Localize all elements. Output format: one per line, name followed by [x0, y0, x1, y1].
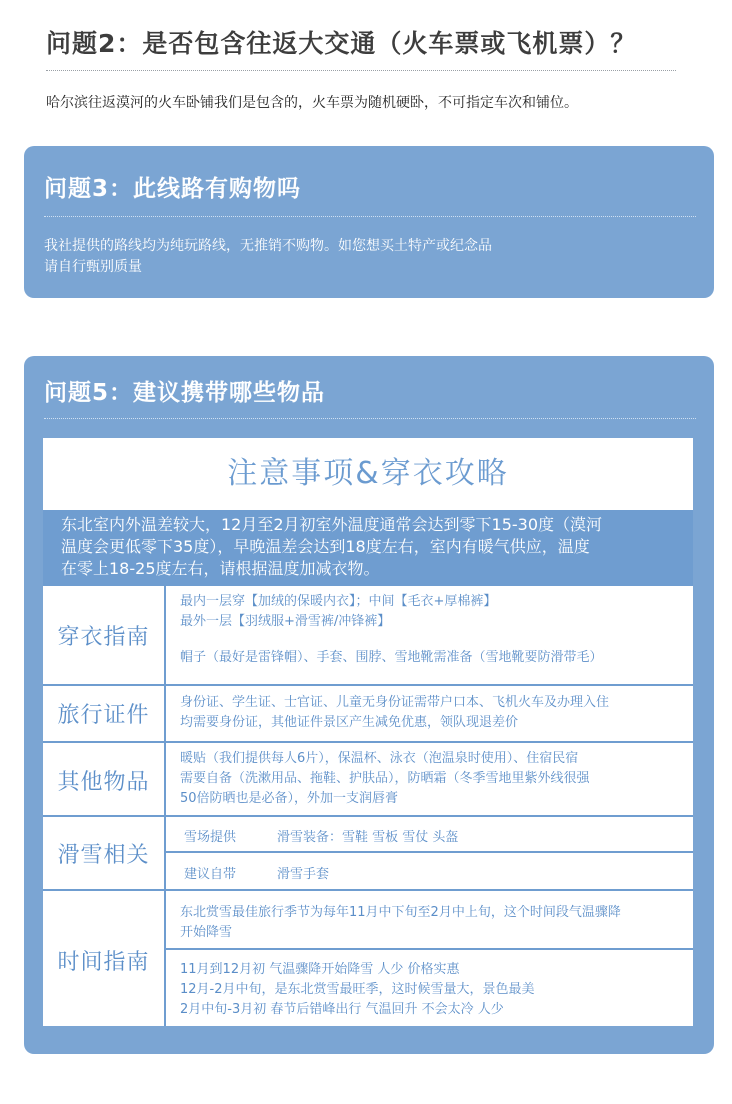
notice-line: 温度会更低零下35度），早晚温差会达到18度左右，室内有暖气供应，温度 — [61, 537, 590, 556]
grid-divider — [43, 741, 693, 743]
detail-line: 身份证、学生证、士官证、儿童无身份证需带户口本、飞机火车及办理入住 — [180, 695, 610, 710]
divider — [46, 70, 676, 71]
detail-line: 均需要身份证，其他证件景区产生减免优惠，领队现退差价 — [180, 715, 519, 730]
ski-row-label: 建议自带 — [184, 867, 237, 882]
detail-line: 开始降雪 — [180, 925, 233, 940]
category-skiing: 滑雪相关 — [57, 843, 150, 868]
detail-line: 最内一层穿【加绒的保暖内衣】；中间【毛衣+厚棉裤】 — [180, 594, 497, 609]
clothing-details — [180, 592, 685, 668]
ski-bring-row — [184, 863, 330, 882]
faq-question-2 — [0, 0, 732, 140]
detail-line: 2月中旬-3月初 春节后错峰出行 气温回升 不会太冷 人少 — [180, 1002, 504, 1017]
category-clothing: 穿衣指南 — [57, 625, 150, 650]
detail-line: 需要自备（洗漱用品、拖鞋、护肤品），防晒霜（冬季雪地里紫外线很强 — [180, 771, 590, 786]
detail-line: 50倍防晒也是必备），外加一支润唇膏 — [180, 791, 399, 806]
grid-divider — [164, 586, 166, 1026]
packing-guide-sheet — [43, 438, 693, 1026]
grid-divider — [166, 948, 693, 950]
detail-line: 帽子（最好是雷锋帽）、手套、围脖、雪地靴需准备（雪地靴要防滑带毛） — [180, 650, 603, 665]
answer-line: 我社提供的路线均为纯玩路线，无推销不购物。如您想买土特产或纪念品 — [44, 238, 492, 254]
notice-line: 东北室内外温差较大，12月至2月初室外温度通常会达到零下15-30度（漠河 — [61, 515, 603, 534]
category-other-items: 其他物品 — [57, 770, 150, 795]
question-3-title: 问题3：此线路有购物吗 — [44, 176, 302, 202]
faq-question-3-card — [24, 146, 714, 298]
timing-periods — [180, 960, 685, 1020]
ski-provided-row — [184, 826, 459, 845]
question-2-answer: 哈尔滨往返漠河的火车卧铺我们是包含的，火车票为随机硬卧，不可指定车次和铺位。 — [46, 95, 578, 111]
detail-line: 12月-2月中旬，是东北赏雪最旺季，这时候雪量大，景色最美 — [180, 982, 535, 997]
grid-divider — [166, 851, 693, 853]
documents-details — [180, 693, 685, 733]
divider — [44, 216, 696, 217]
category-timing: 时间指南 — [57, 950, 150, 975]
sheet-title: 注意事项&穿衣攻略 — [227, 456, 509, 491]
answer-line: 请自行甄别质量 — [44, 259, 142, 275]
ski-row-label: 雪场提供 — [184, 830, 237, 845]
divider — [44, 418, 696, 419]
detail-line: 暖贴（我们提供每人6片），保温杯、泳衣（泡温泉时使用）、住宿民宿 — [180, 751, 579, 766]
category-documents: 旅行证件 — [57, 703, 150, 728]
other-items-details — [180, 749, 685, 809]
ski-row-value: 滑雪手套 — [277, 867, 330, 882]
grid-divider — [43, 815, 693, 817]
temperature-notice — [43, 510, 693, 586]
question-5-title: 问题5：建议携带哪些物品 — [44, 380, 326, 406]
grid-divider — [43, 684, 693, 686]
ski-row-value: 滑雪装备：雪鞋 雪板 雪仗 头盔 — [277, 830, 459, 845]
detail-line: 11月到12月初 气温骤降开始降雪 人少 价格实惠 — [180, 962, 460, 977]
question-3-answer — [44, 236, 492, 278]
grid-divider — [43, 889, 693, 891]
question-2-title: 问题2：是否包含往返大交通（火车票或飞机票）？ — [46, 29, 637, 58]
notice-line: 在零上18-25度左右，请根据温度加减衣物。 — [61, 559, 380, 578]
detail-line: 东北赏雪最佳旅行季节为每年11月中下旬至2月中上旬，这个时间段气温骤降 — [180, 905, 621, 920]
detail-line: 最外一层【羽绒服+滑雪裤/冲锋裤】 — [180, 614, 391, 629]
timing-overview — [180, 903, 685, 943]
